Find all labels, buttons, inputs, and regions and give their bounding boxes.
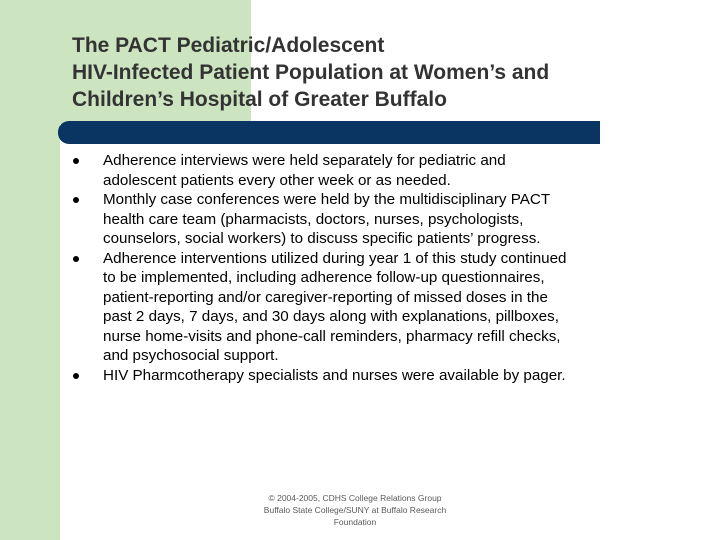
bullet-line: Monthly case conferences were held by the multidisciplinary PACT: [103, 191, 551, 208]
title-line: Children’s Hospital of Greater Buffalo: [72, 88, 447, 111]
slide-title: [72, 32, 672, 113]
bullet-line: health care team (pharmacists, doctors, nurses, psychologists,: [103, 210, 524, 228]
bullet-item-adherence-interviews: [72, 151, 672, 190]
bullet-dot-icon: [73, 158, 79, 164]
bullet-line: adolescent patients every other week or as needed.: [103, 171, 451, 189]
bullet-line: to be implemented, including adherence follow-up questionnaires,: [103, 269, 545, 286]
bullet-line: HIV Pharmcotherapy specialists and nurses were available by pager.: [103, 366, 566, 384]
bullet-item-adherence-interventions: [72, 249, 672, 366]
copyright-footer: [240, 492, 470, 528]
bullet-item-pharmacotherapy-specialists: [72, 366, 672, 386]
bullet-line: patient-reporting and/or caregiver-reporting of missed doses in the: [103, 288, 548, 306]
bullet-dot-icon: [73, 373, 79, 379]
bullet-dot-icon: [73, 256, 79, 262]
bullet-line: Adherence interventions utilized during year 1 of this study continued: [103, 249, 567, 267]
footer-line: © 2004-2005, CDHS College Relations Group: [268, 493, 442, 503]
title-line: The PACT Pediatric/Adolescent: [72, 34, 385, 57]
title-line: HIV-Infected Patient Population at Women’s and: [72, 61, 550, 84]
footer-line: Foundation: [333, 517, 377, 527]
bullet-line: past 2 days, 7 days, and 30 days along with explanations, pillboxes,: [103, 308, 559, 325]
bullet-line: Adherence interviews were held separately for pediatric and: [103, 152, 506, 169]
bullet-item-case-conferences: [72, 190, 672, 249]
bullet-line: counselors, social workers) to discuss specific patients’ progress.: [103, 230, 541, 247]
bullet-line: nurse home-visits and phone-call reminders, pharmacy refill checks,: [103, 327, 561, 345]
green-side-strip: [0, 124, 60, 540]
bullet-line: and psychosocial support.: [103, 347, 279, 364]
bullet-list: [72, 151, 672, 385]
bullet-dot-icon: [73, 197, 79, 203]
title-underline-bar: [58, 121, 600, 144]
footer-line: Buffalo State College/SUNY at Buffalo Research: [263, 505, 447, 515]
